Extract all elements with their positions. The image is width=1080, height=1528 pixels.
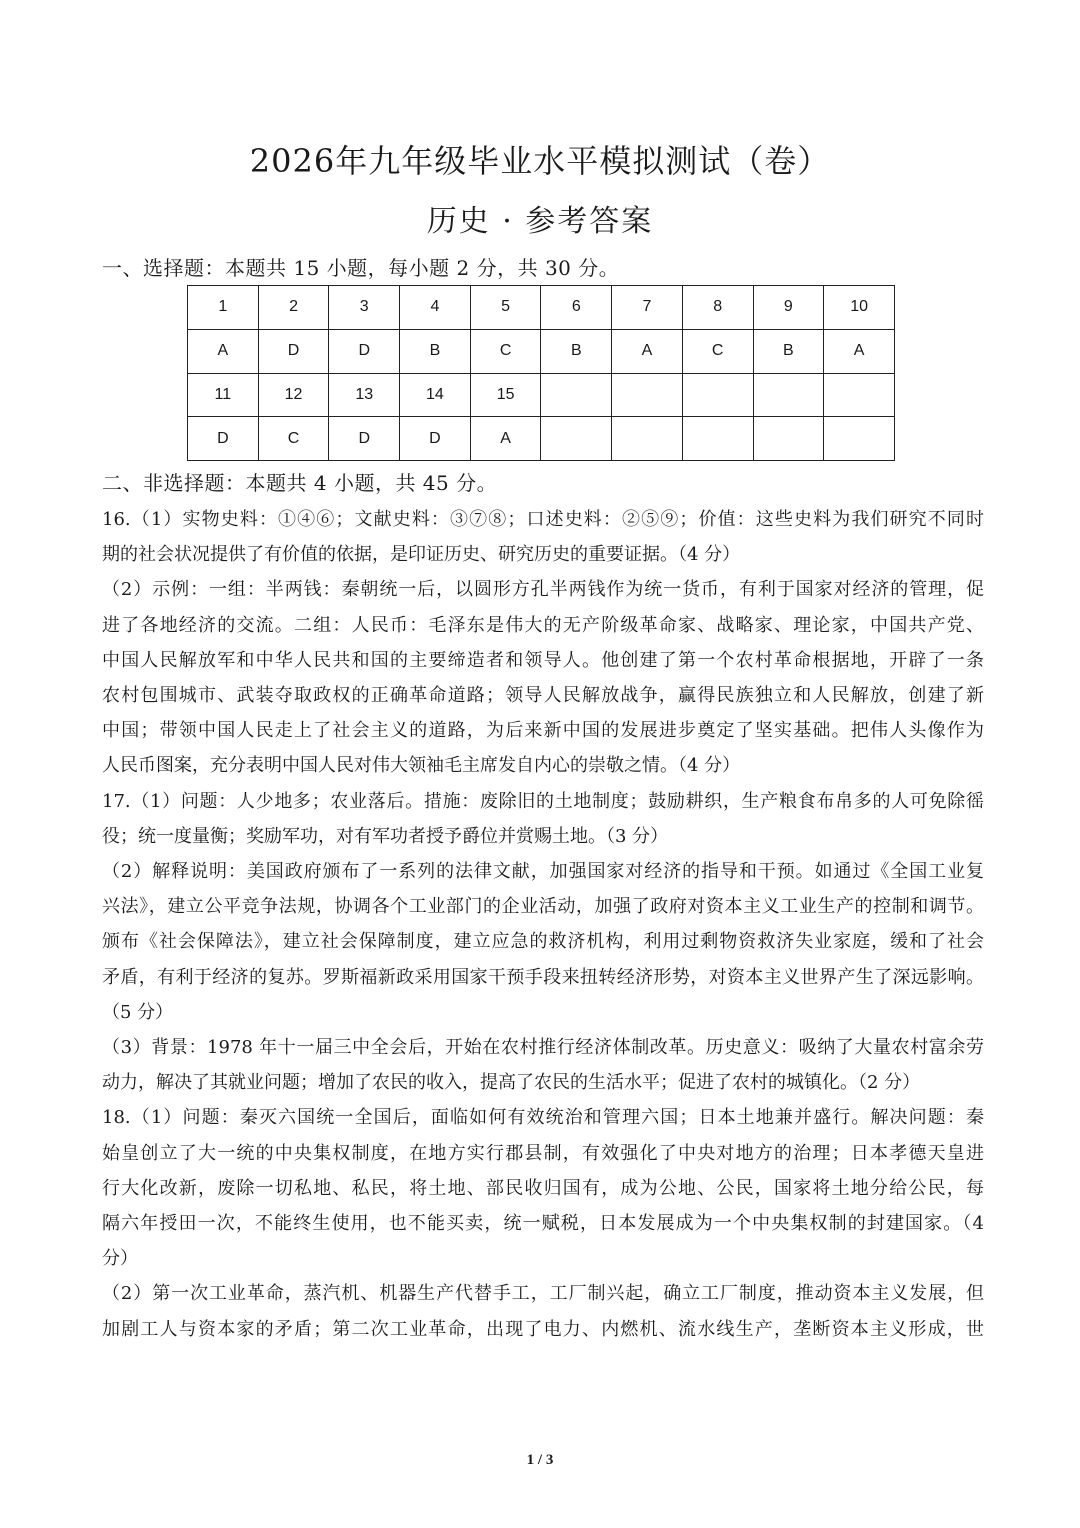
table-cell: A	[470, 417, 541, 461]
table-cell: D	[188, 417, 259, 461]
text-line: 役；统一度量衡；奖励军功，对有军功者授予爵位并赏赐土地。（3 分）	[102, 825, 669, 847]
answer-17-2	[102, 854, 984, 1030]
table-cell	[612, 417, 683, 461]
text-line: （2）示例：一组：半两钱：秦朝统一后，以圆形方孔半两钱作为统一货币，有利于国家对经济的管理，促	[102, 579, 984, 601]
text-line: 人民币图案，充分表明中国人民对伟大领袖毛主席发自内心的崇敬之情。（4 分）	[102, 755, 741, 777]
table-cell: 12	[258, 373, 329, 417]
section-essay-heading: 二、非选择题：本题共 4 小题，共 45 分。	[102, 471, 498, 495]
text-line: （5 分）	[102, 1001, 174, 1023]
text-line: 分）	[102, 1248, 138, 1270]
text-line: 颁布《社会保障法》，建立社会保障制度，建立应急的救济机构，利用过剩物资救济失业家庭，缓和了社会	[102, 931, 984, 953]
table-cell: D	[258, 329, 329, 373]
answer-16-2	[102, 572, 984, 783]
table-cell: 7	[612, 286, 683, 330]
text-line: 始皇创立了大一统的中央集权制度，在地方实行郡县制，有效强化了中央对地方的治理；日本孝德天皇进	[102, 1142, 984, 1164]
table-cell: 11	[188, 373, 259, 417]
text-line: 17.（1）问题：人少地多；农业落后。措施：废除旧的土地制度；鼓励耕织，生产粮食布帛多的人可免除徭	[102, 790, 984, 812]
answer-body	[102, 502, 984, 1347]
table-cell: D	[329, 329, 400, 373]
table-cell: B	[541, 329, 612, 373]
table-cell: 8	[682, 286, 753, 330]
text-line: 加剧工人与资本家的矛盾；第二次工业革命，出现了电力、内燃机、流水线生产，垄断资本主义形成，世	[102, 1318, 984, 1340]
page-number: 1 / 3	[526, 1452, 554, 1468]
text-line: （3）背景：1978 年十一届三中全会后，开始在农村推行经济体制改革。历史意义：吸纳了大量农村富余劳	[102, 1037, 984, 1059]
table-cell	[682, 417, 753, 461]
table-cell: 13	[329, 373, 400, 417]
text-line: 兴法》，建立公平竞争法规，协调各个工业部门的企业活动，加强了政府对资本主义工业生产的控制和调节。	[102, 896, 984, 918]
table-cell: 3	[329, 286, 400, 330]
text-line: （2）第一次工业革命，蒸汽机、机器生产代替手工，工厂制兴起，确立工厂制度，推动资本主义发展，但	[102, 1283, 984, 1305]
table-cell: D	[329, 417, 400, 461]
text-line: 农村包围城市、武装夺取政权的正确革命道路；领导人民解放战争，赢得民族独立和人民解放，创建了新	[102, 685, 984, 707]
table-cell: 14	[400, 373, 471, 417]
table-row	[188, 417, 895, 461]
text-line: 中国人民解放军和中华人民共和国的主要缔造者和领导人。他创建了第一个农村革命根据地，开辟了一条	[102, 649, 984, 671]
table-cell	[824, 373, 895, 417]
table-cell: C	[682, 329, 753, 373]
table-cell	[753, 417, 824, 461]
table-cell: 10	[824, 286, 895, 330]
table-cell: B	[753, 329, 824, 373]
section-choice-heading: 一、选择题：本题共 15 小题，每小题 2 分，共 30 分。	[102, 256, 620, 280]
answer-18-2	[102, 1276, 984, 1346]
text-line: 隔六年授田一次，不能终生使用，也不能买卖，统一赋税，日本发展成为一个中央集权制的封建国家。（4	[102, 1213, 984, 1235]
text-line: （2）解释说明：美国政府颁布了一系列的法律文献，加强国家对经济的指导和干预。如通过《全国工业复	[102, 861, 984, 883]
page-subtitle: 历史 · 参考答案	[426, 204, 654, 239]
page-title: 2026年九年级毕业水平模拟测试（卷）	[249, 142, 831, 180]
table-cell	[541, 417, 612, 461]
table-cell: 5	[470, 286, 541, 330]
text-line: 期的社会状况提供了有价值的依据，是印证历史、研究历史的重要证据。（4 分）	[102, 544, 741, 566]
table-cell: C	[258, 417, 329, 461]
text-line: 18.（1）问题：秦灭六国统一全国后，面临如何有效统治和管理六国；日本土地兼并盛行。解决问题：秦	[102, 1107, 984, 1129]
table-row	[188, 286, 895, 330]
table-cell	[753, 373, 824, 417]
answer-18-1	[102, 1100, 984, 1276]
table-cell: A	[824, 329, 895, 373]
answer-16-1	[102, 502, 984, 572]
table-cell: 15	[470, 373, 541, 417]
table-row	[188, 373, 895, 417]
table-cell: 1	[188, 286, 259, 330]
table-cell: 6	[541, 286, 612, 330]
text-line: 动力，解决了其就业问题；增加了农民的收入，提高了农民的生活水平；促进了农村的城镇化。（2 分）	[102, 1072, 921, 1094]
table-cell	[541, 373, 612, 417]
table-cell: D	[400, 417, 471, 461]
table-cell	[612, 373, 683, 417]
text-line: 中国；带领中国人民走上了社会主义的道路，为后来新中国的发展进步奠定了坚实基础。把伟人头像作为	[102, 720, 984, 742]
table-cell: C	[470, 329, 541, 373]
table-row	[188, 329, 895, 373]
table-cell	[682, 373, 753, 417]
table-cell: 4	[400, 286, 471, 330]
text-line: 矛盾，有利于经济的复苏。罗斯福新政采用国家干预手段来扭转经济形势，对资本主义世界产生了深远影响。	[102, 966, 984, 988]
text-line: 行大化改新，废除一切私地、私民，将土地、部民收归国有，成为公地、公民，国家将土地分给公民，每	[102, 1177, 984, 1199]
table-cell: 2	[258, 286, 329, 330]
table-cell	[824, 417, 895, 461]
table-cell: A	[188, 329, 259, 373]
text-line: 16.（1）实物史料：①④⑥；文献史料：③⑦⑧；口述史料：②⑤⑨；价值：这些史料为我们研究不同时	[102, 509, 984, 530]
table-cell: A	[612, 329, 683, 373]
answer-17-3	[102, 1030, 984, 1100]
answer-17-1	[102, 784, 984, 854]
text-line: 进了各地经济的交流。二组：人民币：毛泽东是伟大的无产阶级革命家、战略家、理论家，中国共产党、	[102, 614, 984, 636]
table-cell: B	[400, 329, 471, 373]
answer-table	[187, 285, 895, 461]
table-cell: 9	[753, 286, 824, 330]
